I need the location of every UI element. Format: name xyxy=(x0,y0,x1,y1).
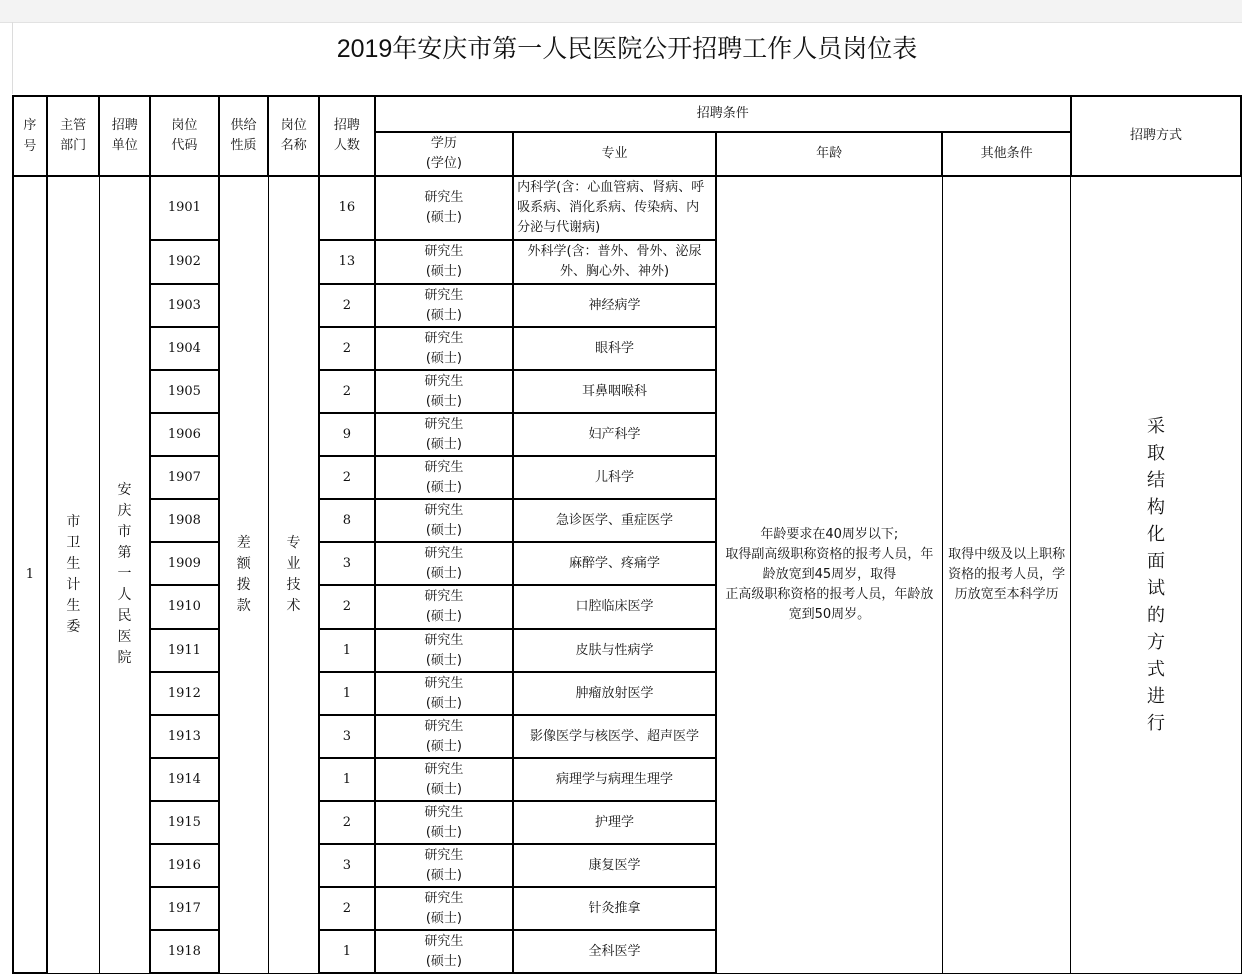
post-code-cell: 1908 xyxy=(150,499,219,542)
major-cell: 急诊医学、重症医学 xyxy=(513,499,716,542)
age-requirement-cell: 年龄要求在40周岁以下; 取得副高级职称资格的报考人员，年龄放宽到45周岁，取得 正高级职称资格的报考人员，年龄放宽到50周岁。 xyxy=(716,176,942,973)
header-major: 专业 xyxy=(513,132,716,176)
header-unit: 招聘单位 xyxy=(99,96,150,176)
header-conditions: 招聘条件 xyxy=(375,96,1071,132)
edu-cell: 研究生 (硕士) xyxy=(375,370,513,413)
post-code-cell: 1916 xyxy=(150,844,219,887)
post-name-cell: 专业技术 xyxy=(268,176,319,973)
post-code-cell: 1901 xyxy=(150,176,219,240)
count-cell: 2 xyxy=(319,327,375,370)
header-age: 年龄 xyxy=(716,132,942,176)
major-cell: 护理学 xyxy=(513,801,716,844)
count-cell: 2 xyxy=(319,887,375,930)
major-cell: 全科医学 xyxy=(513,930,716,973)
post-code-cell: 1907 xyxy=(150,456,219,499)
post-code-cell: 1905 xyxy=(150,370,219,413)
count-cell: 8 xyxy=(319,499,375,542)
edu-cell: 研究生 (硕士) xyxy=(375,176,513,240)
edu-cell: 研究生 (硕士) xyxy=(375,715,513,758)
other-conditions-cell: 取得中级及以上职称资格的报考人员，学历放宽至本科学历 xyxy=(942,176,1071,973)
edu-cell: 研究生 (硕士) xyxy=(375,327,513,370)
count-cell: 16 xyxy=(319,176,375,240)
header-post: 岗位名称 xyxy=(268,96,319,176)
header-seq: 序号 xyxy=(13,96,47,176)
recruitment-table xyxy=(12,95,1242,974)
post-code-cell: 1910 xyxy=(150,585,219,629)
count-cell: 2 xyxy=(319,370,375,413)
header-dept: 主管部门 xyxy=(47,96,100,176)
edu-cell: 研究生 (硕士) xyxy=(375,542,513,585)
major-cell: 康复医学 xyxy=(513,844,716,887)
post-code-cell: 1906 xyxy=(150,413,219,456)
edu-cell: 研究生 (硕士) xyxy=(375,413,513,456)
major-cell: 针灸推拿 xyxy=(513,887,716,930)
major-cell: 病理学与病理生理学 xyxy=(513,758,716,801)
dept-cell: 市卫生计生委 xyxy=(47,176,100,973)
header-code: 岗位代码 xyxy=(150,96,219,176)
major-cell: 肿瘤放射医学 xyxy=(513,672,716,715)
major-cell: 眼科学 xyxy=(513,327,716,370)
count-cell: 1 xyxy=(319,930,375,973)
count-cell: 1 xyxy=(319,672,375,715)
edu-cell: 研究生 (硕士) xyxy=(375,240,513,284)
major-cell: 儿科学 xyxy=(513,456,716,499)
major-cell: 耳鼻咽喉科 xyxy=(513,370,716,413)
count-cell: 2 xyxy=(319,585,375,629)
edu-cell: 研究生 (硕士) xyxy=(375,585,513,629)
count-cell: 3 xyxy=(319,844,375,887)
edu-cell: 研究生 (硕士) xyxy=(375,499,513,542)
major-cell: 麻醉学、疼痛学 xyxy=(513,542,716,585)
post-code-cell: 1917 xyxy=(150,887,219,930)
post-code-cell: 1904 xyxy=(150,327,219,370)
viewer-top-strip xyxy=(0,0,1242,23)
page-title: 2019年安庆市第一人民医院公开招聘工作人员岗位表 xyxy=(336,35,918,63)
funding-cell: 差额拨款 xyxy=(219,176,269,973)
post-code-cell: 1909 xyxy=(150,542,219,585)
header-method: 招聘方式 xyxy=(1071,96,1241,176)
major-cell: 妇产科学 xyxy=(513,413,716,456)
count-cell: 3 xyxy=(319,542,375,585)
post-code-cell: 1903 xyxy=(150,284,219,327)
count-cell: 3 xyxy=(319,715,375,758)
post-code-cell: 1912 xyxy=(150,672,219,715)
edu-cell: 研究生 (硕士) xyxy=(375,801,513,844)
count-cell: 1 xyxy=(319,758,375,801)
post-code-cell: 1902 xyxy=(150,240,219,284)
major-cell: 内科学(含：心血管病、肾病、呼吸系病、消化系病、传染病、内分泌与代谢病) xyxy=(513,176,716,240)
count-cell: 2 xyxy=(319,284,375,327)
header-other: 其他条件 xyxy=(942,132,1071,176)
major-cell: 口腔临床医学 xyxy=(513,585,716,629)
post-code-cell: 1911 xyxy=(150,629,219,672)
header-funding: 供给性质 xyxy=(219,96,269,176)
edu-cell: 研究生 (硕士) xyxy=(375,284,513,327)
major-cell: 皮肤与性病学 xyxy=(513,629,716,672)
post-code-cell: 1918 xyxy=(150,930,219,973)
count-cell: 2 xyxy=(319,801,375,844)
seq-cell: 1 xyxy=(13,176,47,973)
post-code-cell: 1914 xyxy=(150,758,219,801)
major-cell: 外科学(含：普外、骨外、泌尿外、胸心外、神外) xyxy=(513,240,716,284)
unit-cell: 安庆市第一人民医院 xyxy=(99,176,150,973)
method-cell: 采取结构化面试的方式进行 xyxy=(1071,176,1241,973)
edu-cell: 研究生 (硕士) xyxy=(375,456,513,499)
edu-cell: 研究生 (硕士) xyxy=(375,887,513,930)
header-count: 招聘人数 xyxy=(319,96,375,176)
count-cell: 1 xyxy=(319,629,375,672)
edu-cell: 研究生 (硕士) xyxy=(375,844,513,887)
table-row xyxy=(13,176,1241,240)
edu-cell: 研究生 (硕士) xyxy=(375,672,513,715)
edu-cell: 研究生 (硕士) xyxy=(375,930,513,973)
count-cell: 2 xyxy=(319,456,375,499)
count-cell: 9 xyxy=(319,413,375,456)
edu-cell: 研究生 (硕士) xyxy=(375,758,513,801)
post-code-cell: 1913 xyxy=(150,715,219,758)
count-cell: 13 xyxy=(319,240,375,284)
major-cell: 神经病学 xyxy=(513,284,716,327)
major-cell: 影像医学与核医学、超声医学 xyxy=(513,715,716,758)
edu-cell: 研究生 (硕士) xyxy=(375,629,513,672)
post-code-cell: 1915 xyxy=(150,801,219,844)
header-edu: 学历 (学位) xyxy=(375,132,513,176)
